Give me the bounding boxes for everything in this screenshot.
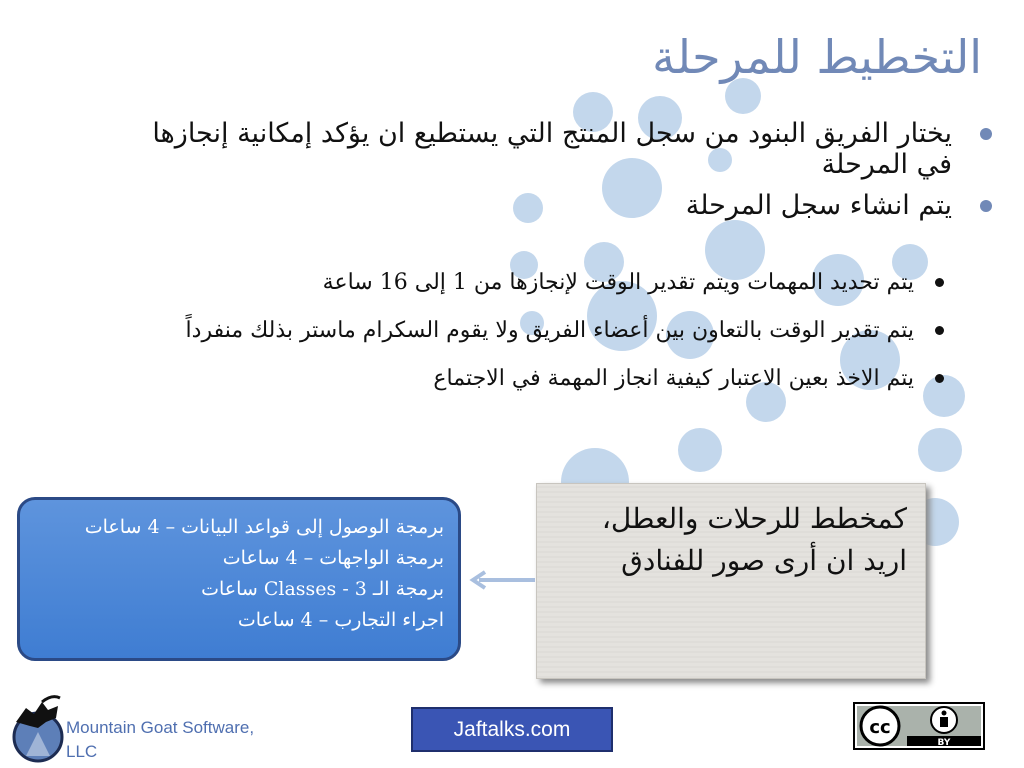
- main-bullet-list: [122, 118, 952, 231]
- company-name-line: LLC: [66, 742, 98, 761]
- sub-bullet-list: [94, 270, 914, 414]
- sub-bullet-team-estimate: يتم تقدير الوقت بالتعاون بين أعضاء الفريق ولا يقوم السكرام ماستر بذلك منفرداً: [94, 318, 914, 344]
- cc-icon: cc: [869, 717, 891, 738]
- task-list-box: [17, 497, 461, 661]
- mountain-goat-logo: [8, 692, 68, 764]
- story-line: كمخطط للرحلات والعطل،: [601, 502, 907, 535]
- main-bullet-select-items: يختار الفريق البنود من سجل المنتج التي يستطيع ان يؤكد إمكانية إنجازها في المرحلة: [122, 118, 952, 180]
- main-bullet-create-backlog: يتم انشاء سجل المرحلة: [122, 190, 952, 221]
- sub-bullet-meeting: يتم الاخذ بعين الاعتبار كيفية انجاز المهمة في الاجتماع: [94, 366, 914, 392]
- task-item: برمجة الواجهات – 4 ساعات: [222, 547, 444, 569]
- company-name-line: Mountain Goat Software,: [66, 718, 255, 737]
- sub-bullet-estimate-tasks: يتم تحديد المهمات ويتم تقدير الوقت لإنجازها من 1 إلى 16 ساعة: [94, 270, 914, 296]
- cc-by-license-badge: [853, 702, 985, 750]
- user-story-note: [536, 483, 926, 679]
- task-item: برمجة الوصول إلى قواعد البيانات – 4 ساعات: [84, 516, 444, 538]
- company-name: [66, 716, 316, 764]
- site-link[interactable]: Jaftalks.com: [411, 707, 613, 752]
- story-line: اريد ان أرى صور للفنادق: [621, 544, 907, 577]
- slide-title: التخطيط للمرحلة: [652, 30, 982, 84]
- task-item: اجراء التجارب – 4 ساعات: [237, 609, 444, 631]
- left-arrow-icon: [465, 568, 537, 592]
- by-label: BY: [937, 738, 951, 748]
- task-item: برمجة الـ Classes - 3 ساعات: [201, 578, 444, 600]
